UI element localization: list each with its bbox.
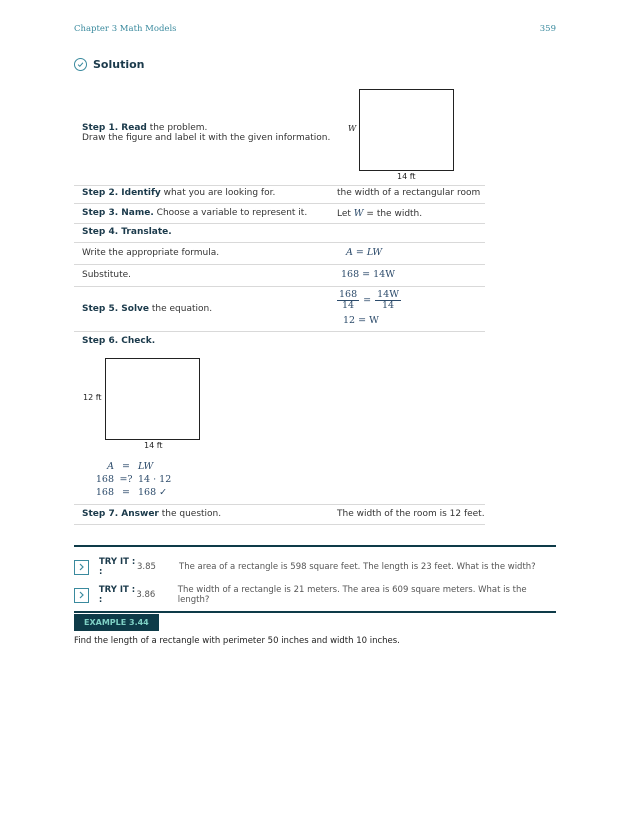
step-2-answer: the width of a rectangular room [337,188,481,198]
check-2-eq: =? [119,474,133,485]
check-1-eq: = [122,461,130,472]
step-4-bold: Step 4. Translate. [82,227,172,237]
step-5-result: 12 = W [343,315,379,326]
fraction-1-num: 168 [339,289,358,300]
step-5-row [74,287,485,332]
try-it-number: 3.85 [137,562,156,572]
fraction-2-num: 14W [377,289,399,300]
fraction-1-den: 14 [342,300,355,311]
step-3-let: Let [337,209,354,219]
substitute-row [74,265,485,287]
figure-width-label: W [348,124,357,133]
try-it-3-85 [74,557,556,577]
step-5-rest: the equation. [149,304,213,314]
chevron-right-icon[interactable] [74,588,89,603]
step-3-answer [337,208,422,219]
try-it-number: 3.86 [136,590,156,600]
step-2-row [74,185,485,204]
solution-heading [74,58,145,71]
check-1-left: A [107,461,114,472]
step-1-line2: Draw the figure and label it with the given information. [82,133,331,143]
check-2-left: 168 [95,474,114,485]
solution-title: Solution [93,58,145,71]
check-2-right: 14 · 12 [138,474,172,485]
try-it-top-divider [74,545,556,547]
check-figure [105,358,200,440]
check-circle-icon [74,58,87,71]
check-equations [84,460,171,499]
fraction-2-den: 14 [381,300,395,311]
try-it-label: TRY IT : : [99,557,136,577]
step-7-bold: Step 7. Answer [82,509,159,519]
formula-value: A = LW [346,247,383,258]
step-3-bold: Step 3. Name. [82,208,154,218]
step-3-row [74,204,485,224]
figure-length-label: 14 ft [397,172,416,181]
chevron-right-icon[interactable] [74,560,89,575]
check-3-left: 168 [95,487,114,498]
step-3-rest: Choose a variable to represent it. [153,208,308,218]
step-1-bold: Step 1. Read [82,123,147,133]
step-6-row [74,332,485,505]
check-1-right: LW [138,461,154,472]
check-figure-side: 12 ft [83,393,102,402]
check-3-eq: = [122,487,130,498]
example-top-divider [74,611,556,613]
try-it-label: TRY IT : : [98,585,136,605]
step-7-rest: the question. [158,509,222,519]
try-it-3-86 [74,585,556,605]
page-number: 359 [539,24,556,34]
step-3-var: W [353,208,364,219]
step-5-fraction-eq [337,290,401,311]
fraction-equals: = [363,295,372,306]
formula-label: Write the appropriate formula. [82,248,220,258]
step-1-row [74,80,485,186]
formula-row [74,243,485,265]
step-2-bold: Step 2. Identify [82,188,161,198]
step-2-rest: what you are looking for. [160,188,276,198]
step-1-text [82,123,330,143]
step-7-answer: The width of the room is 12 feet. [337,509,485,519]
check-figure-length: 14 ft [144,441,163,450]
step-4-row [74,224,485,243]
room-figure [359,89,454,171]
step-1-rest: the problem. [146,123,208,133]
check-3-right: 168 ✓ [138,487,168,498]
try-it-text: The area of a rectangle is 598 square feet. The length is 23 feet. What is the width? [179,562,536,572]
chapter-header: Chapter 3 Math Models [74,24,177,34]
example-badge: EXAMPLE 3.44 [74,614,159,631]
substitute-value: 168 = 14W [341,269,395,280]
substitute-label: Substitute. [82,270,132,280]
step-5-bold: Step 5. Solve [82,304,149,314]
try-it-text: The width of a rectangle is 21 meters. The area is 609 square meters. What is the length? [177,585,527,605]
step-3-eq: = the width. [363,209,423,219]
example-text: Find the length of a rectangle with perimeter 50 inches and width 10 inches. [74,636,400,646]
step-7-row [74,505,485,525]
step-6-bold: Step 6. Check. [82,336,156,346]
